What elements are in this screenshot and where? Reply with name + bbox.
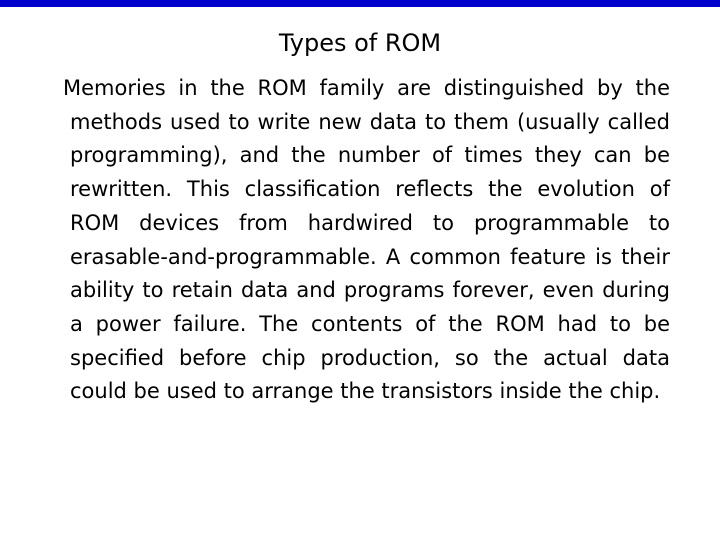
slide-title: Types of ROM — [278, 29, 442, 57]
slide-body-text: Memories in the ROM family are distinguished by the methods used to write new data to them (usually called programming), and the number of times they can be rewritten. This classification reflects the evolution of ROM devices from hardwired to programmable to erasable-and-programmable. A common feature is their ability to retain data and programs forever, even during a power failure. The contents of the ROM had to be specified before chip production, so the actual data could be used to arrange the transistors inside the chip. — [63, 76, 670, 404]
top-accent-bar — [0, 0, 720, 7]
